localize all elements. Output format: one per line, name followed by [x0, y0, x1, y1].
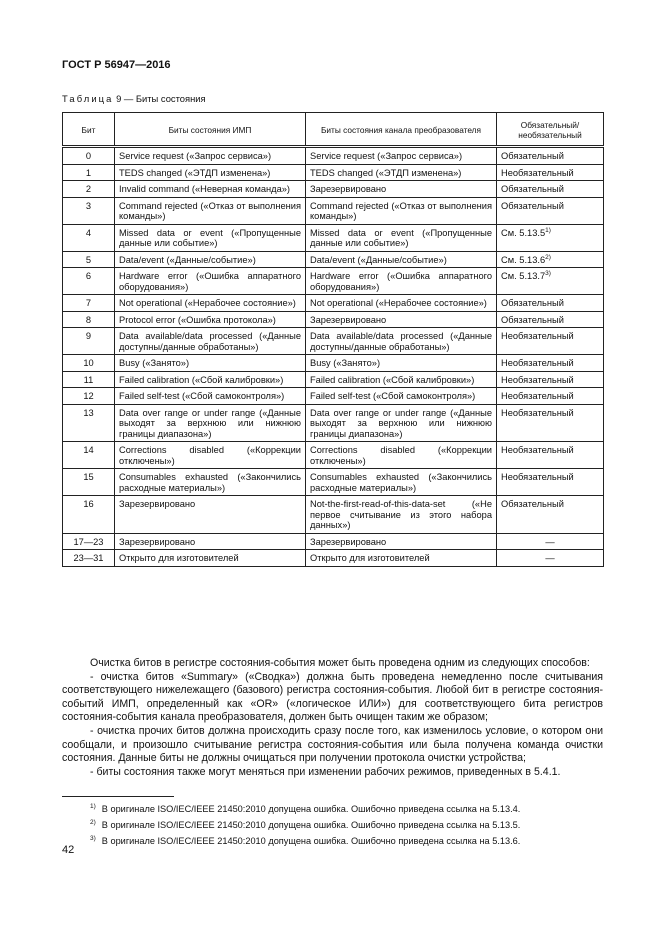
bit-cell-text: 10 — [83, 358, 94, 368]
footnote-mark: 2) — [90, 818, 96, 826]
table-caption-prefix: Таблица — [62, 93, 114, 104]
channel-bits-cell — [306, 197, 497, 224]
channel-bits-cell — [306, 224, 497, 251]
bit-cell-text: 7 — [85, 298, 92, 308]
table-row — [63, 371, 604, 388]
footnote — [90, 833, 520, 849]
column-header-mandatory: Обязательный/ необязательный — [497, 113, 604, 147]
bit-cell-text: 11 — [83, 374, 94, 385]
table-row — [63, 496, 604, 534]
mandatory-cell-text: Обязательный — [501, 200, 564, 211]
imp-bits-cell-text: Busy («Занято») — [119, 358, 190, 368]
imp-bits-cell — [115, 355, 306, 372]
table-row — [63, 404, 604, 442]
channel-bits-cell-text: Corrections disabled («Коррекции отключены») — [310, 445, 492, 466]
mandatory-cell — [497, 311, 604, 328]
table-row — [63, 388, 604, 405]
bit-cell — [63, 328, 115, 355]
table-row — [63, 164, 604, 181]
imp-bits-cell — [115, 550, 306, 567]
bit-cell — [63, 251, 115, 268]
table-row — [63, 268, 604, 295]
body-paragraph: - очистка прочих битов должна происходить сразу после того, как изменилось условие, о котором они сообщали, и произошло считывание регистра состояния-события или была получена команда очистки состояния. Данные биты не должны очищаться при получении протокола очистки устройства; — [62, 724, 603, 765]
body-paragraph: Очистка битов в регистре состояния-события может быть проведена одним из следующих способов: — [90, 657, 590, 669]
channel-bits-cell-text: Зарезервировано — [310, 184, 387, 194]
imp-bits-cell-text: Зарезервировано — [119, 536, 196, 547]
bit-cell — [63, 496, 115, 534]
channel-bits-cell-text: Hardware error («Ошибка аппаратного оборудования») — [310, 271, 492, 292]
footnote-mark: 3) — [90, 834, 96, 842]
bit-cell-text: 4 — [85, 227, 92, 238]
channel-bits-cell-text: Data/event («Данные/событие») — [310, 254, 447, 265]
imp-bits-cell-text: Data available/data processed («Данные доступны/данные обработаны») — [119, 331, 301, 352]
table-row — [63, 147, 604, 165]
mandatory-cell — [497, 251, 604, 268]
channel-bits-cell-text: TEDS changed («ЭТДП изменена») — [310, 167, 462, 178]
bit-cell-text: 13 — [83, 407, 94, 418]
imp-bits-cell-text: TEDS changed («ЭТДП изменена») — [119, 167, 271, 178]
channel-bits-cell-text: Missed data or event («Пропущенные данные или событие») — [310, 227, 492, 248]
mandatory-cell-text: Обязательный — [501, 499, 564, 509]
channel-bits-cell-text: Failed calibration («Сбой калибровки») — [310, 374, 475, 385]
table-row — [63, 295, 604, 312]
imp-bits-cell — [115, 496, 306, 534]
mandatory-cell — [497, 533, 604, 550]
footnote — [90, 801, 520, 817]
imp-bits-cell — [115, 442, 306, 469]
bit-cell-text: 1 — [85, 167, 92, 178]
mandatory-cell — [497, 328, 604, 355]
channel-bits-cell — [306, 268, 497, 295]
channel-bits-cell-text: Busy («Занято») — [310, 358, 381, 368]
bit-cell-text: 23—31 — [73, 553, 104, 563]
channel-bits-cell-text: Зарезервировано — [310, 536, 387, 547]
channel-bits-cell — [306, 328, 497, 355]
mandatory-cell-text: Необязательный — [501, 331, 574, 341]
table-row — [63, 550, 604, 567]
bit-cell — [63, 295, 115, 312]
column-header-channel-bits: Биты состояния канала преобразователя — [306, 113, 497, 147]
bit-cell-text: 5 — [85, 254, 92, 265]
footnote-separator — [62, 796, 174, 797]
table-caption-title: 9 — Биты состояния — [113, 93, 206, 104]
channel-bits-cell — [306, 311, 497, 328]
bit-cell — [63, 442, 115, 469]
imp-bits-cell-text: Hardware error («Ошибка аппаратного оборудования») — [119, 271, 301, 292]
column-header-imp-bits: Биты состояния ИМП — [115, 113, 306, 147]
bit-cell-text: 9 — [85, 331, 92, 341]
channel-bits-cell — [306, 496, 497, 534]
body-paragraph: - очистка битов «Summary» («Сводка») должна быть проведена немедленно после считывания соответствующего нижележащего (базового) регистра состояния-события. Любой бит в регистре состояния-событий ИМП, определенный как «OR» («логическое ИЛИ») для соответствующего бита регистров состояния-события канала преобразователя, должен быть очищен таким же образом; — [62, 670, 603, 724]
bit-cell-text: 17—23 — [73, 536, 104, 547]
imp-bits-cell-text: Data/event («Данные/событие») — [119, 254, 256, 265]
footnote-ref: 3) — [545, 269, 551, 277]
imp-bits-cell-text: Consumables exhausted («Закончились расходные материалы») — [119, 472, 301, 493]
bit-cell — [63, 268, 115, 295]
table-row — [63, 224, 604, 251]
table-row — [63, 328, 604, 355]
table-header-row — [63, 113, 604, 147]
status-bits-table — [62, 112, 604, 567]
imp-bits-cell — [115, 197, 306, 224]
imp-bits-cell-text: Command rejected («Отказ от выполнения команды») — [119, 200, 301, 221]
imp-bits-cell — [115, 469, 306, 496]
channel-bits-cell-text: Command rejected («Отказ от выполнения команды») — [310, 200, 492, 221]
channel-bits-cell — [306, 164, 497, 181]
channel-bits-cell — [306, 371, 497, 388]
imp-bits-cell — [115, 533, 306, 550]
channel-bits-cell-text: Service request («Запрос сервиса») — [310, 151, 463, 161]
imp-bits-cell-text: Открыто для изготовителей — [119, 553, 239, 563]
mandatory-cell-text: См. 5.13.7 — [501, 271, 546, 281]
bit-cell — [63, 355, 115, 372]
mandatory-cell — [497, 388, 604, 405]
footnote-text: В оригинале ISO/IEC/IEEE 21450:2010 допущена ошибка. Ошибочно приведена ссылка на 5.13.4. — [101, 804, 521, 814]
mandatory-cell-text: Обязательный — [501, 151, 564, 161]
table-row — [63, 533, 604, 550]
bit-cell — [63, 181, 115, 198]
channel-bits-cell-text: Consumables exhausted («Закончились расходные материалы») — [310, 472, 492, 493]
bit-cell-text: 8 — [85, 314, 92, 325]
channel-bits-cell — [306, 388, 497, 405]
mandatory-cell — [497, 197, 604, 224]
imp-bits-cell — [115, 388, 306, 405]
imp-bits-cell — [115, 404, 306, 442]
imp-bits-cell — [115, 224, 306, 251]
page-number: 42 — [62, 844, 75, 856]
channel-bits-cell — [306, 251, 497, 268]
mandatory-cell-text: Необязательный — [501, 391, 574, 401]
channel-bits-cell — [306, 404, 497, 442]
bit-cell — [63, 371, 115, 388]
mandatory-cell-text: См. 5.13.6 — [501, 254, 546, 265]
imp-bits-cell — [115, 311, 306, 328]
bit-cell — [63, 388, 115, 405]
mandatory-cell-text: Обязательный — [501, 298, 564, 308]
table-body — [63, 147, 604, 567]
imp-bits-cell-text: Corrections disabled («Коррекции отключены») — [119, 445, 301, 466]
body-paragraph: - биты состояния также могут меняться при изменении рабочих режимов, приведенных в 5.4.1. — [90, 765, 561, 778]
footnote-text: В оригинале ISO/IEC/IEEE 21450:2010 допущена ошибка. Ошибочно приведена ссылка на 5.13.6. — [101, 836, 521, 846]
footnote-text: В оригинале ISO/IEC/IEEE 21450:2010 допущена ошибка. Ошибочно приведена ссылка на 5.13.5. — [101, 820, 521, 830]
mandatory-cell-text: Необязательный — [501, 167, 574, 178]
mandatory-cell — [497, 469, 604, 496]
imp-bits-cell-text: Protocol error («Ошибка протокола») — [119, 314, 276, 325]
channel-bits-cell-text: Failed self-test («Сбой самоконтроля») — [310, 391, 476, 401]
bit-cell-text: 12 — [83, 391, 94, 401]
mandatory-cell — [497, 295, 604, 312]
mandatory-cell-text: Необязательный — [501, 374, 574, 385]
mandatory-cell — [497, 355, 604, 372]
mandatory-cell — [497, 268, 604, 295]
table-row — [63, 181, 604, 198]
channel-bits-cell-text: Data available/data processed («Данные доступны/данные обработаны») — [310, 331, 492, 352]
imp-bits-cell-text: Missed data or event («Пропущенные данные или событие») — [119, 227, 301, 248]
channel-bits-cell — [306, 469, 497, 496]
bit-cell — [63, 197, 115, 224]
bit-cell-text: 14 — [83, 445, 94, 455]
bit-cell-text: 16 — [83, 499, 94, 509]
bit-cell-text: 15 — [83, 472, 94, 482]
mandatory-cell-text: — — [545, 553, 555, 563]
table-row — [63, 197, 604, 224]
mandatory-cell-text: Необязательный — [501, 445, 574, 455]
channel-bits-cell — [306, 147, 497, 165]
table-row — [63, 251, 604, 268]
imp-bits-cell-text: Failed self-test («Сбой самоконтроля») — [119, 391, 285, 401]
mandatory-cell — [497, 550, 604, 567]
mandatory-cell-text: Необязательный — [501, 407, 574, 418]
mandatory-cell — [497, 224, 604, 251]
mandatory-cell — [497, 371, 604, 388]
imp-bits-cell — [115, 371, 306, 388]
imp-bits-cell — [115, 147, 306, 165]
channel-bits-cell-text: Зарезервировано — [310, 314, 387, 325]
mandatory-cell — [497, 164, 604, 181]
mandatory-cell — [497, 147, 604, 165]
bit-cell-text: 0 — [85, 151, 92, 161]
imp-bits-cell-text: Зарезервировано — [119, 499, 196, 509]
mandatory-cell-text: Необязательный — [501, 472, 574, 482]
channel-bits-cell-text: Not-the-first-read-of-this-data-set («Не первое считывание из этого набора данных») — [310, 499, 492, 530]
imp-bits-cell-text: Not operational («Нерабочее состояние») — [119, 298, 296, 308]
mandatory-cell-text: Необязательный — [501, 358, 574, 368]
footnote-mark: 1) — [90, 802, 96, 810]
bit-cell — [63, 164, 115, 181]
bit-cell — [63, 404, 115, 442]
imp-bits-cell-text: Data over range or under range («Данные выходят за верхнюю или нижнюю границы диапазона») — [119, 407, 301, 439]
imp-bits-cell — [115, 295, 306, 312]
document-header: ГОСТ Р 56947—2016 — [62, 59, 171, 71]
bit-cell-text: 2 — [85, 184, 92, 194]
mandatory-cell-text: См. 5.13.5 — [501, 227, 546, 238]
footnote-ref: 1) — [545, 226, 551, 234]
channel-bits-cell-text: Открыто для изготовителей — [310, 553, 430, 563]
imp-bits-cell-text: Invalid command («Неверная команда») — [119, 184, 291, 194]
channel-bits-cell — [306, 550, 497, 567]
imp-bits-cell — [115, 251, 306, 268]
table-row — [63, 442, 604, 469]
channel-bits-cell — [306, 355, 497, 372]
mandatory-cell — [497, 442, 604, 469]
bit-cell — [63, 147, 115, 165]
mandatory-cell — [497, 496, 604, 534]
channel-bits-cell — [306, 181, 497, 198]
bit-cell — [63, 311, 115, 328]
imp-bits-cell — [115, 164, 306, 181]
channel-bits-cell — [306, 295, 497, 312]
bit-cell — [63, 550, 115, 567]
channel-bits-cell — [306, 442, 497, 469]
imp-bits-cell — [115, 181, 306, 198]
imp-bits-cell — [115, 328, 306, 355]
bit-cell — [63, 469, 115, 496]
footnote — [90, 817, 520, 833]
table-caption — [62, 93, 206, 104]
imp-bits-cell-text: Service request («Запрос сервиса») — [119, 151, 272, 161]
mandatory-cell-text: Обязательный — [501, 314, 564, 325]
table-row — [63, 311, 604, 328]
footnote-ref: 2) — [545, 253, 551, 261]
body-text — [62, 657, 603, 779]
channel-bits-cell-text: Not operational («Нерабочее состояние») — [310, 298, 487, 308]
bit-cell — [63, 533, 115, 550]
bit-cell-text: 3 — [85, 200, 92, 211]
imp-bits-cell — [115, 268, 306, 295]
column-header-bit: Бит — [63, 113, 115, 147]
footnotes — [90, 801, 520, 849]
table-row — [63, 355, 604, 372]
mandatory-cell — [497, 181, 604, 198]
imp-bits-cell-text: Failed calibration («Сбой калибровки») — [119, 374, 284, 385]
mandatory-cell — [497, 404, 604, 442]
bit-cell-text: 6 — [85, 271, 92, 281]
table-row — [63, 469, 604, 496]
channel-bits-cell-text: Data over range or under range («Данные выходят за верхнюю или нижнюю границы диапазона») — [310, 407, 492, 439]
mandatory-cell-text: — — [545, 536, 555, 547]
channel-bits-cell — [306, 533, 497, 550]
mandatory-cell-text: Обязательный — [501, 184, 564, 194]
bit-cell — [63, 224, 115, 251]
